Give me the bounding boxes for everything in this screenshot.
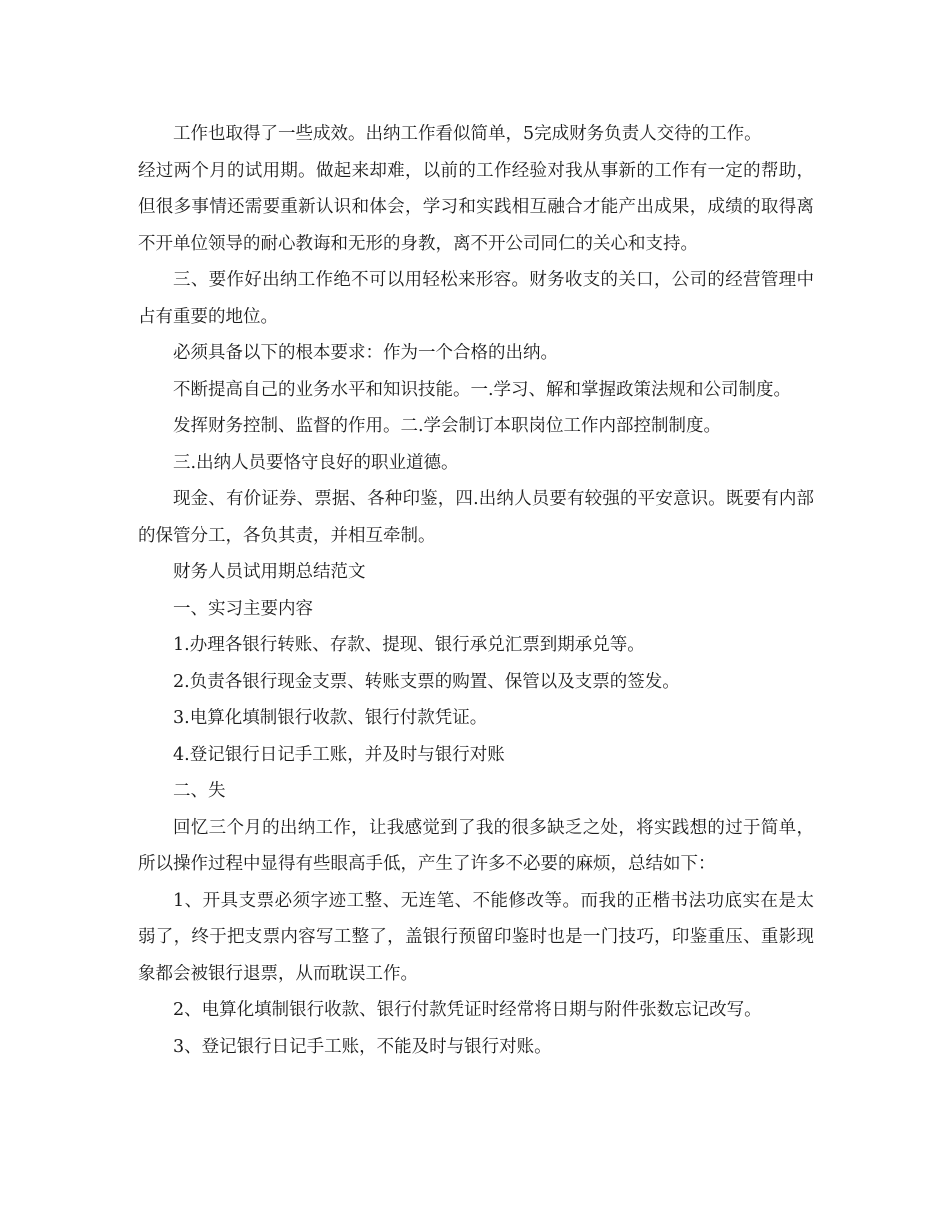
paragraph-12: 3、登记银行日记手工账，不能及时与银行对账。 <box>173 1036 552 1057</box>
section-heading-1: 一、实习主要内容 <box>173 598 313 619</box>
document-body <box>138 116 814 1065</box>
section-title: 财务人员试用期总结范文 <box>173 562 366 582</box>
list-item-2: 2.负责各银行现金支票、转账支票的购置、保管以及支票的签发。 <box>173 671 680 692</box>
paragraph-7: 三.出纳人员要恪守良好的职业道德。 <box>173 452 459 473</box>
paragraph-4: 必须具备以下的根本要求：作为一个合格的出纳。 <box>173 343 558 363</box>
paragraph-9: 回忆三个月的出纳工作，让我感觉到了我的很多缺乏之处，将实践想的过于简单，所以操作过程中显得有些眼高手低，产生了许多不必要的麻烦，总结如下： <box>138 817 814 874</box>
paragraph-11: 2、电算化填制银行收款、银行付款凭证时经常将日期与附件张数忘记改写。 <box>173 1000 762 1020</box>
paragraph-3: 三、要作好出纳工作绝不可以用轻松来形容。财务收支的关口，公司的经营管理中占有重要的地位。 <box>138 270 814 327</box>
paragraph-8: 现金、有价证券、票据、各种印鉴，四.出纳人员要有较强的平安意识。既要有内部的保管分工，各负其责，并相互牵制。 <box>138 489 814 546</box>
paragraph-10: 1、开具支票必须字迹工整、无连笔、不能修改等。而我的正楷书法功底实在是太弱了，终于把支票内容写工整了，盖银行预留印鉴时也是一门技巧，印鉴重压、重影现象都会被银行退票，从而耽误工作。 <box>138 890 814 984</box>
section-heading-2: 二、失 <box>173 781 226 801</box>
list-item-4: 4.登记银行日记手工账，并及时与银行对账 <box>173 744 505 765</box>
paragraph-6: 发挥财务控制、监督的作用。二.学会制订本职岗位工作内部控制制度。 <box>173 416 722 436</box>
paragraph-2: 经过两个月的试用期。做起来却难，以前的工作经验对我从事新的工作有一定的帮助，但很多事情还需要重新认识和体会，学习和实践相互融合才能产出成果，成绩的取得离不开单位领导的耐心教诲和无形的身教，离不开公司同仁的关心和支持。 <box>138 160 814 254</box>
paragraph-5: 不断提高自己的业务水平和知识技能。一.学习、解和掌握政策法规和公司制度。 <box>173 379 792 400</box>
list-item-3: 3.电算化填制银行收款、银行付款凭证。 <box>173 708 488 728</box>
list-item-1: 1.办理各银行转账、存款、提现、银行承兑汇票到期承兑等。 <box>173 635 645 655</box>
paragraph-1: 工作也取得了一些成效。出纳工作看似简单，5完成财务负责人交待的工作。 <box>173 124 762 144</box>
